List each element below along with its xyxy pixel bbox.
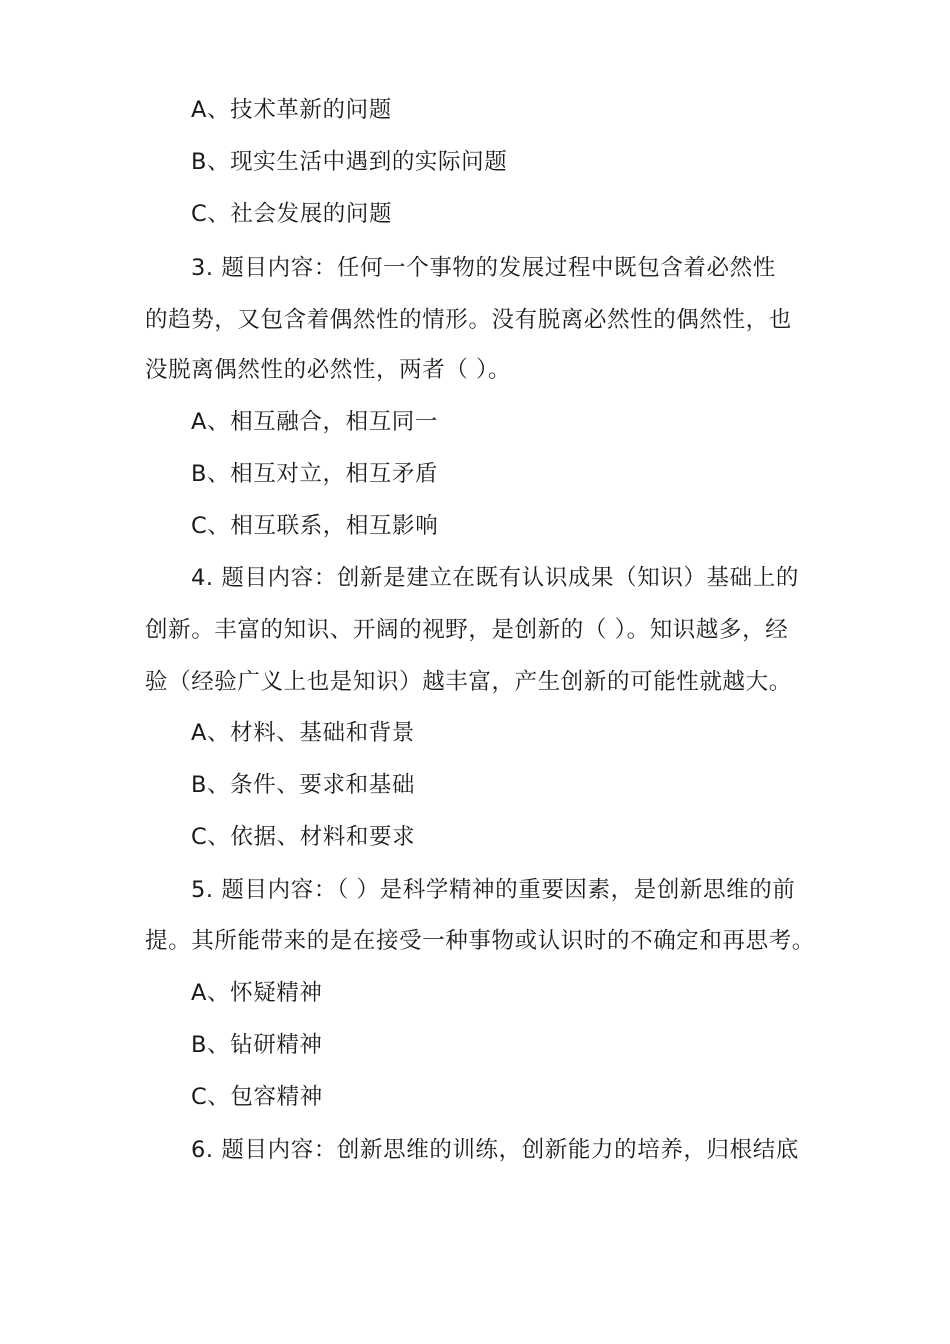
question-4-line-1: 4. 题目内容：创新是建立在既有认识成果（知识）基础上的: [191, 565, 799, 591]
question-4-line-3: 验（经验广义上也是知识）越丰富，产生创新的可能性就越大。: [145, 669, 792, 695]
option-a-prev: A、技术革新的问题: [191, 97, 392, 123]
question-4-option-c: C、依据、材料和要求: [191, 824, 416, 850]
question-4-option-a: A、材料、基础和背景: [191, 720, 415, 746]
question-4-option-b: B、条件、要求和基础: [191, 772, 415, 798]
question-3-line-2: 的趋势，又包含着偶然性的情形。没有脱离必然性的偶然性，也: [145, 307, 792, 333]
question-3-option-b: B、相互对立，相互矛盾: [191, 461, 439, 487]
question-5-option-a: A、怀疑精神: [191, 980, 323, 1006]
question-4-line-2: 创新。丰富的知识、开阔的视野，是创新的（ ）。知识越多，经: [145, 617, 789, 643]
option-c-prev: C、社会发展的问题: [191, 201, 393, 227]
option-b-prev: B、现实生活中遇到的实际问题: [191, 149, 508, 175]
question-5-line-1: 5. 题目内容：（ ）是科学精神的重要因素，是创新思维的前: [191, 877, 796, 903]
question-3-option-a: A、相互融合，相互同一: [191, 409, 438, 435]
question-3-line-3: 没脱离偶然性的必然性，两者（ ）。: [145, 357, 512, 383]
question-5-option-c: C、包容精神: [191, 1084, 323, 1110]
question-5-line-2: 提。其所能带来的是在接受一种事物或认识时的不确定和再思考。: [145, 928, 815, 954]
question-5-option-b: B、钻研精神: [191, 1032, 323, 1058]
question-3-line-1: 3. 题目内容：任何一个事物的发展过程中既包含着必然性: [191, 255, 776, 281]
question-3-option-c: C、相互联系，相互影响: [191, 513, 439, 539]
question-6-line-1: 6. 题目内容：创新思维的训练，创新能力的培养，归根结底: [191, 1137, 799, 1163]
